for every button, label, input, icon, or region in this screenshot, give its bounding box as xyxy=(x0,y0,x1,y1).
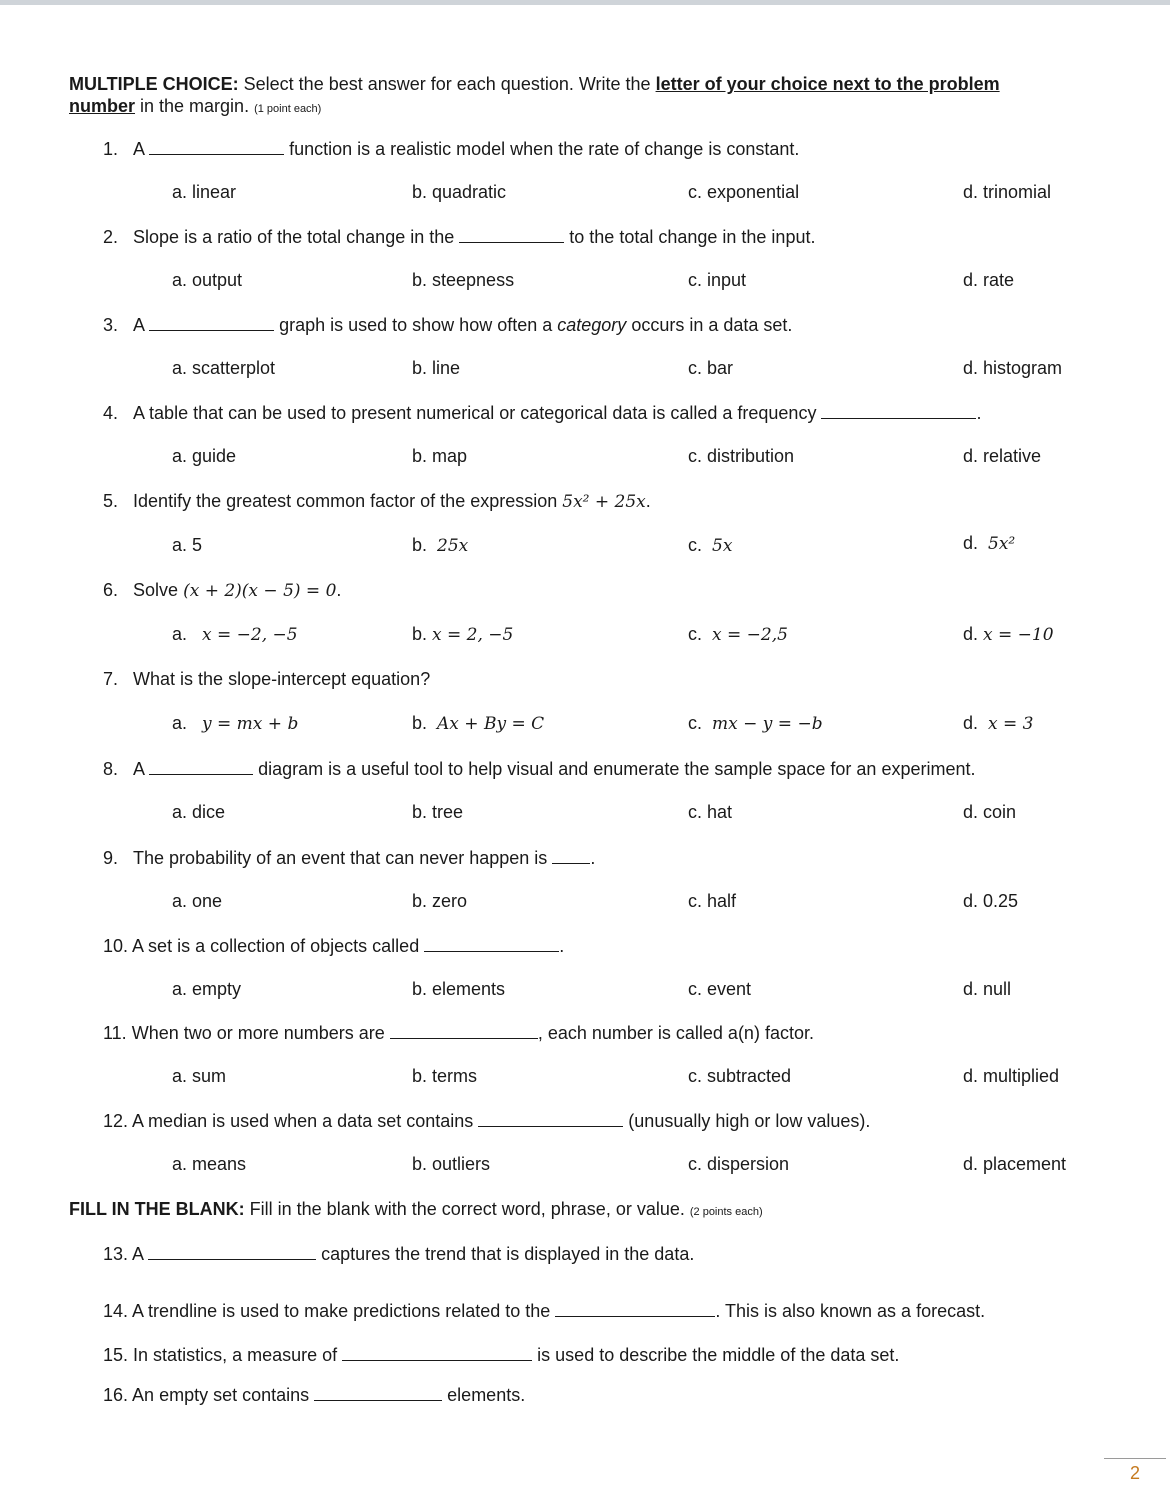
option-math: x = −2,5 xyxy=(712,625,788,645)
option-label: b. xyxy=(412,624,428,644)
option-a xyxy=(172,624,298,645)
question-5: 5. Identify the greatest common factor of the expression 5x² + 25x. xyxy=(103,491,651,512)
answer-blank xyxy=(555,1300,715,1317)
answer-blank xyxy=(148,1243,316,1260)
fill-in-13 xyxy=(103,1243,694,1265)
option-c xyxy=(688,535,732,556)
option-c: c. hat xyxy=(688,802,733,822)
answer-blank xyxy=(314,1384,442,1401)
option-label: a. xyxy=(172,713,188,733)
option-label: b. xyxy=(412,713,428,733)
option-math: x = −2, −5 xyxy=(202,625,298,645)
option-a: a. empty xyxy=(172,979,242,999)
question-number: 12. xyxy=(103,1111,129,1131)
question-10 xyxy=(103,935,564,957)
option-a: a. one xyxy=(172,891,223,911)
option-b xyxy=(412,713,544,734)
option-label: c. xyxy=(688,535,703,555)
question-number: 6. xyxy=(103,580,119,600)
question-text: A median is used when a data set contains xyxy=(132,1111,474,1131)
fill-in-15 xyxy=(103,1344,899,1366)
option-math: x = 2, −5 xyxy=(432,625,514,645)
mc-header-line1 xyxy=(69,73,1000,95)
fib-instructions: Fill in the blank with the correct word, phrase, or value. xyxy=(244,1199,690,1219)
question-7 xyxy=(103,669,430,690)
option-a: a. guide xyxy=(172,446,237,466)
question-number: 3. xyxy=(103,315,119,335)
answer-blank xyxy=(478,1110,623,1127)
question-text: occurs in a data set. xyxy=(626,315,793,335)
question-text: A trendline is used to make predictions related to the xyxy=(132,1301,551,1321)
fib-points: (2 points each) xyxy=(689,1206,763,1218)
question-number: 15. xyxy=(103,1345,129,1365)
option-a: a. means xyxy=(172,1154,247,1174)
answer-blank xyxy=(149,758,253,775)
option-a xyxy=(172,713,298,734)
fill-in-16 xyxy=(103,1384,525,1406)
question-8 xyxy=(103,758,976,780)
question-12 xyxy=(103,1110,870,1132)
question-4 xyxy=(103,402,981,424)
option-a: a. 5 xyxy=(172,535,203,555)
option-d: d. multiplied xyxy=(963,1066,1060,1086)
option-b: b. line xyxy=(412,358,461,378)
mc-instructions-underlined-b: number xyxy=(69,96,136,116)
question-text: graph is used to show how often a xyxy=(279,315,558,335)
option-b xyxy=(412,624,513,645)
question-text: Solve xyxy=(133,580,179,600)
question-text-italic: category xyxy=(557,315,627,335)
question-text: A xyxy=(132,1244,144,1264)
question-9 xyxy=(103,847,595,869)
question-text: A table that can be used to present numerical or categorical data is called a frequency xyxy=(133,403,817,423)
option-b: b. outliers xyxy=(412,1154,491,1174)
option-c: c. half xyxy=(688,891,737,911)
question-number: 4. xyxy=(103,403,119,423)
question-text: An empty set contains xyxy=(132,1385,310,1405)
option-a: a. sum xyxy=(172,1066,227,1086)
question-6: 6. Solve (x + 2)(x − 5) = 0. xyxy=(103,580,342,601)
option-a: a. scatterplot xyxy=(172,358,276,378)
question-text: In statistics, a measure of xyxy=(133,1345,338,1365)
question-text: . xyxy=(590,848,596,868)
option-math: 25x xyxy=(437,536,469,556)
top-border xyxy=(0,0,1170,5)
question-number: 1. xyxy=(103,139,119,159)
answer-blank xyxy=(821,402,976,419)
question-text: elements. xyxy=(447,1385,526,1405)
question-text: What is the slope-intercept equation? xyxy=(133,669,431,689)
option-math: x = 3 xyxy=(988,714,1034,734)
option-c: c. subtracted xyxy=(688,1066,792,1086)
question-number: 11. xyxy=(103,1023,127,1043)
question-text: is used to describe the middle of the data set. xyxy=(537,1345,900,1365)
option-label: a. xyxy=(172,624,188,644)
option-d xyxy=(963,624,1054,645)
question-number: 7. xyxy=(103,669,119,689)
page-number-rule xyxy=(1104,1458,1166,1459)
option-d: d. null xyxy=(963,979,1012,999)
option-b xyxy=(412,535,468,556)
option-b: b. terms xyxy=(412,1066,478,1086)
option-b: b. quadratic xyxy=(412,182,507,202)
option-b: b. steepness xyxy=(412,270,515,290)
question-number: 2. xyxy=(103,227,119,247)
option-c: c. input xyxy=(688,270,747,290)
option-d: d. relative xyxy=(963,446,1042,466)
option-math: 5x² xyxy=(988,534,1016,554)
fill-in-14 xyxy=(103,1300,985,1322)
option-label: d. xyxy=(963,624,979,644)
question-text: (unusually high or low values). xyxy=(628,1111,871,1131)
option-c xyxy=(688,624,788,645)
question-11 xyxy=(103,1022,814,1044)
answer-blank xyxy=(552,847,590,864)
question-number: 10. xyxy=(103,936,129,956)
question-text: . xyxy=(976,403,982,423)
question-3 xyxy=(103,314,792,336)
option-label: d. xyxy=(963,533,979,553)
option-math: x = −10 xyxy=(983,625,1054,645)
question-text: to the total change in the input. xyxy=(569,227,816,247)
option-c: c. bar xyxy=(688,358,734,378)
option-d: d. coin xyxy=(963,802,1017,822)
question-text: A set is a collection of objects called xyxy=(132,936,420,956)
question-text: captures the trend that is displayed in the data. xyxy=(321,1244,695,1264)
option-label: c. xyxy=(688,624,703,644)
question-text: The probability of an event that can never happen is xyxy=(133,848,548,868)
option-b: b. zero xyxy=(412,891,468,911)
fib-header xyxy=(69,1198,763,1223)
option-d: d. trinomial xyxy=(963,182,1052,202)
mc-instructions-b: in the margin. xyxy=(135,96,255,116)
option-d: d. 0.25 xyxy=(963,891,1019,911)
mc-title: MULTIPLE CHOICE: xyxy=(69,74,239,94)
page-number: 2 xyxy=(1129,1463,1140,1483)
question-text: A xyxy=(133,139,145,159)
question-text: A xyxy=(133,759,145,779)
answer-blank xyxy=(459,226,564,243)
option-c xyxy=(688,713,823,734)
question-text: A xyxy=(133,315,145,335)
answer-blank xyxy=(390,1022,538,1039)
option-d: d. placement xyxy=(963,1154,1067,1174)
question-number: 9. xyxy=(103,848,119,868)
mc-points: (1 point each) xyxy=(254,103,322,115)
option-a: a. linear xyxy=(172,182,237,202)
question-text: Identify the greatest common factor of the expression xyxy=(133,491,558,511)
option-c: c. distribution xyxy=(688,446,795,466)
question-text: , each number is called a(n) factor. xyxy=(537,1023,814,1043)
option-c: c. dispersion xyxy=(688,1154,790,1174)
answer-blank xyxy=(342,1344,532,1361)
question-number: 8. xyxy=(103,759,119,779)
question-text: . This is also known as a forecast. xyxy=(715,1301,986,1321)
question-text: function is a realistic model when the rate of change is constant. xyxy=(289,139,800,159)
question-1 xyxy=(103,138,799,160)
mc-instructions-a: Select the best answer for each question. Write the xyxy=(238,74,656,94)
answer-blank xyxy=(149,314,274,331)
question-number: 16. xyxy=(103,1385,129,1405)
option-d xyxy=(963,713,1034,734)
question-number: 14. xyxy=(103,1301,129,1321)
question-math: (x + 2)(x − 5) = 0 xyxy=(183,581,337,601)
question-text: diagram is a useful tool to help visual and enumerate the sample space for an experiment. xyxy=(258,759,976,779)
option-d: d. histogram xyxy=(963,358,1063,378)
answer-blank xyxy=(424,935,559,952)
question-number: 13. xyxy=(103,1244,129,1264)
option-c: c. exponential xyxy=(688,182,800,202)
question-math: 5x² + 25x xyxy=(562,492,646,512)
option-a: a. output xyxy=(172,270,243,290)
option-a: a. dice xyxy=(172,802,226,822)
option-c: c. event xyxy=(688,979,752,999)
option-b: b. map xyxy=(412,446,468,466)
answer-blank xyxy=(149,138,284,155)
mc-instructions-underlined-a: letter of your choice next to the problem xyxy=(655,74,1000,94)
option-b: b. elements xyxy=(412,979,506,999)
question-text: When two or more numbers are xyxy=(131,1023,385,1043)
option-d: d. rate xyxy=(963,270,1015,290)
option-label: c. xyxy=(688,713,703,733)
option-label: b. xyxy=(412,535,428,555)
question-number: 5. xyxy=(103,491,119,511)
question-2 xyxy=(103,226,815,248)
question-text: Slope is a ratio of the total change in the xyxy=(133,227,455,247)
mc-header-line2 xyxy=(69,95,321,120)
option-b: b. tree xyxy=(412,802,464,822)
option-math: y = mx + b xyxy=(202,714,299,734)
option-math: Ax + By = C xyxy=(437,714,545,734)
question-text: . xyxy=(559,936,565,956)
option-math: mx − y = −b xyxy=(712,714,823,734)
fib-title: FILL IN THE BLANK: xyxy=(69,1199,245,1219)
option-d xyxy=(963,533,1015,554)
option-label: d. xyxy=(963,713,979,733)
option-math: 5x xyxy=(712,536,733,556)
